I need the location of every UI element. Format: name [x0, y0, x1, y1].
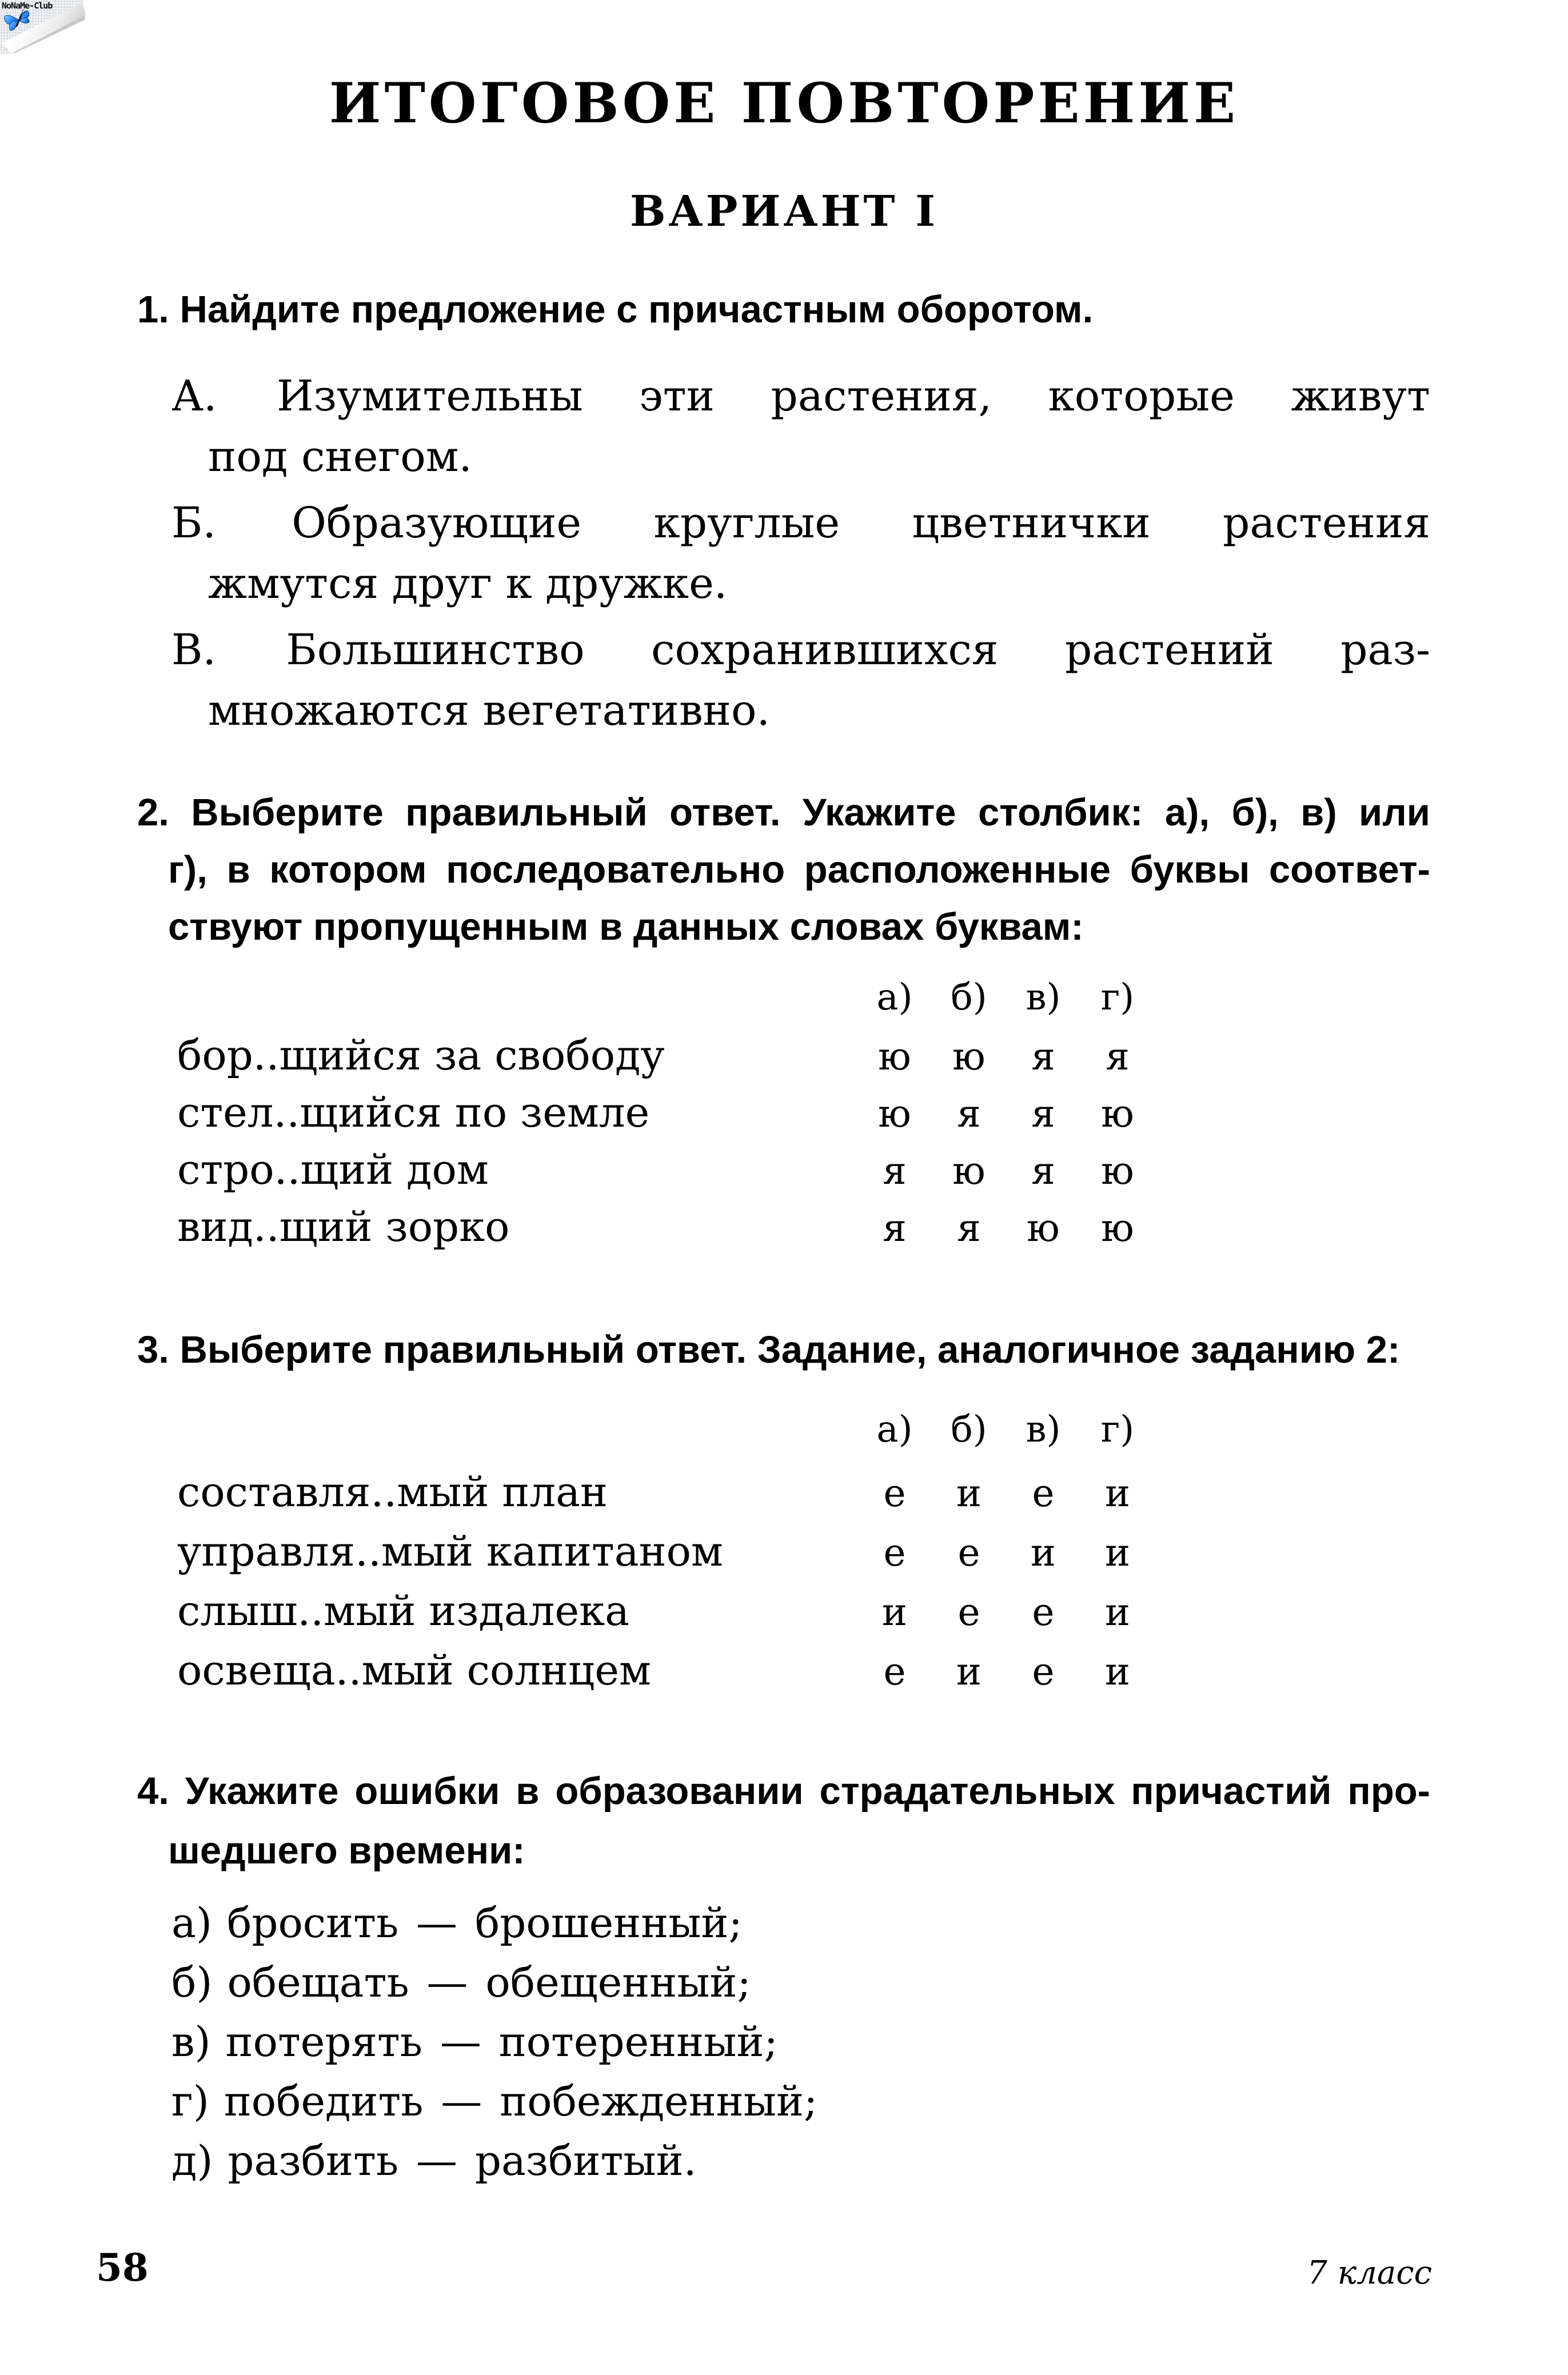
cell: я — [1031, 1149, 1055, 1193]
header-a: а) — [876, 1408, 913, 1451]
watermark — [0, 0, 86, 54]
footer-grade-label: 7 класс — [1307, 2254, 1432, 2292]
option-v-text: потерять — потеренный; — [225, 2018, 778, 2066]
cell: ю — [1101, 1206, 1134, 1250]
question-1-stem — [137, 281, 1430, 338]
option-b-label: б) — [171, 1958, 213, 2006]
header-b: б) — [951, 1408, 987, 1451]
question-3-table — [177, 1408, 1200, 1706]
option-a-line2: под снегом. — [208, 432, 472, 481]
table-row — [177, 1468, 1200, 1527]
row-label: составля..мый план — [177, 1468, 608, 1516]
cell: ю — [1101, 1149, 1134, 1193]
cell: я — [1106, 1035, 1130, 1079]
option-v-line2: множаются вегетативно. — [208, 686, 771, 735]
option-a-label: а) — [171, 1899, 213, 1947]
cell: и — [956, 1650, 982, 1694]
question-1-text: Найдите предложение с причастным оборотом. — [179, 288, 1094, 331]
row-label: управля..мый капитаном — [177, 1527, 724, 1575]
cell: я — [957, 1092, 981, 1136]
question-2-number: 2. — [137, 791, 169, 834]
option-a-text: бросить — брошенный; — [227, 1899, 743, 1947]
header-b: б) — [951, 976, 987, 1019]
table-row — [177, 1031, 1200, 1088]
question-3-number: 3. — [137, 1328, 169, 1371]
cell: я — [883, 1206, 907, 1250]
variant-heading: ВАРИАНТ I — [629, 187, 938, 236]
option-v-line1: Большинство сохранившихся растений раз- — [286, 625, 1430, 674]
cell: е — [883, 1531, 906, 1575]
cell: и — [1105, 1531, 1130, 1575]
cell: и — [1031, 1531, 1056, 1575]
question-4-stem — [137, 1762, 1430, 1881]
header-v: в) — [1026, 1408, 1061, 1451]
cell: ю — [952, 1035, 986, 1079]
cell: и — [1105, 1590, 1130, 1634]
page-number: 58 — [96, 2245, 149, 2290]
option-a-line1: Изумительны эти растения, которые живут — [277, 372, 1430, 421]
option-b-row — [171, 1953, 1430, 2012]
cell: ю — [878, 1092, 911, 1136]
option-b-line2: жмутся друг к дружке. — [208, 559, 728, 608]
page-title: ИТОГОВОЕ ПОВТОРЕНИЕ — [329, 71, 1239, 135]
cell: я — [1031, 1092, 1055, 1136]
question-2-stem — [137, 784, 1430, 956]
table-row — [177, 1646, 1200, 1706]
cell: е — [883, 1650, 906, 1694]
option-v — [171, 620, 1430, 741]
row-label: освеща..мый солнцем — [177, 1646, 651, 1694]
question-4-line1: Укажите ошибки в образовании страдательных причастий про- — [185, 1770, 1430, 1813]
option-d-text: разбить — разбитый. — [228, 2137, 697, 2185]
option-g-text: победить — побежденный; — [224, 2077, 818, 2125]
cell: и — [1105, 1471, 1130, 1515]
question-3-stem — [137, 1322, 1430, 1379]
table-header-row — [177, 1408, 1200, 1468]
cell: е — [957, 1531, 980, 1575]
cell: е — [1032, 1471, 1055, 1515]
option-a — [171, 366, 1430, 487]
option-v-label: В. — [171, 625, 216, 674]
question-4-options — [171, 1893, 1430, 2190]
question-3-text: Выберите правильный ответ. Задание, аналогичное заданию 2: — [179, 1328, 1401, 1371]
row-label: стро..щий дом — [177, 1145, 489, 1194]
question-2-table — [177, 976, 1200, 1260]
header-g: г) — [1100, 976, 1135, 1019]
question-1-number: 1. — [137, 288, 169, 331]
header-v: в) — [1026, 976, 1061, 1019]
question-4-line2: шедшего времени: — [168, 1829, 525, 1872]
cell: е — [883, 1471, 906, 1515]
table-row — [177, 1203, 1200, 1260]
row-label: бор..щийся за свободу — [177, 1031, 665, 1079]
header-a: а) — [876, 976, 913, 1019]
table-header-row — [177, 976, 1200, 1031]
table-row — [177, 1088, 1200, 1145]
cell: ю — [1101, 1092, 1134, 1136]
table-row — [177, 1527, 1200, 1587]
cell: е — [957, 1590, 980, 1634]
question-2-line2: г), в котором последовательно расположенные буквы соответ- — [168, 848, 1430, 891]
cell: е — [1032, 1590, 1055, 1634]
option-g-label: г) — [171, 2077, 209, 2125]
row-label: слыш..мый издалека — [177, 1587, 630, 1635]
header-g: г) — [1100, 1408, 1135, 1451]
row-label: вид..щий зорко — [177, 1203, 510, 1251]
option-b-text: обещать — обещенный; — [227, 1958, 751, 2006]
option-v-label: в) — [171, 2018, 211, 2066]
cell: я — [883, 1149, 907, 1193]
option-g-row — [171, 2071, 1430, 2131]
question-4-number: 4. — [137, 1770, 169, 1813]
cell: и — [882, 1590, 907, 1634]
option-b — [171, 493, 1430, 614]
question-2-line1: Выберите правильный ответ. Укажите столбик: а), б), в) или — [191, 791, 1430, 834]
cell: ю — [878, 1035, 911, 1079]
cell: я — [1031, 1035, 1055, 1079]
table-row — [177, 1145, 1200, 1203]
table-row — [177, 1587, 1200, 1646]
cell: ю — [952, 1149, 986, 1193]
option-a-row — [171, 1893, 1430, 1953]
option-d-label: д) — [171, 2137, 213, 2185]
option-v-row — [171, 2012, 1430, 2071]
question-1-options — [171, 366, 1430, 747]
cell: ю — [1027, 1206, 1060, 1250]
watermark-label: NoNaMe-Club — [2, 1, 53, 11]
option-b-label: Б. — [171, 498, 216, 548]
cell: и — [956, 1471, 982, 1515]
option-b-line1: Образующие круглые цветнички растения — [292, 498, 1430, 548]
cell: и — [1105, 1650, 1130, 1694]
option-d-row — [171, 2131, 1430, 2190]
row-label: стел..щийся по земле — [177, 1088, 650, 1136]
option-a-label: А. — [171, 372, 217, 421]
cell: я — [957, 1206, 981, 1250]
question-2-line3: ствуют пропущенным в данных словах буквам: — [168, 905, 1084, 948]
cell: е — [1032, 1650, 1055, 1694]
